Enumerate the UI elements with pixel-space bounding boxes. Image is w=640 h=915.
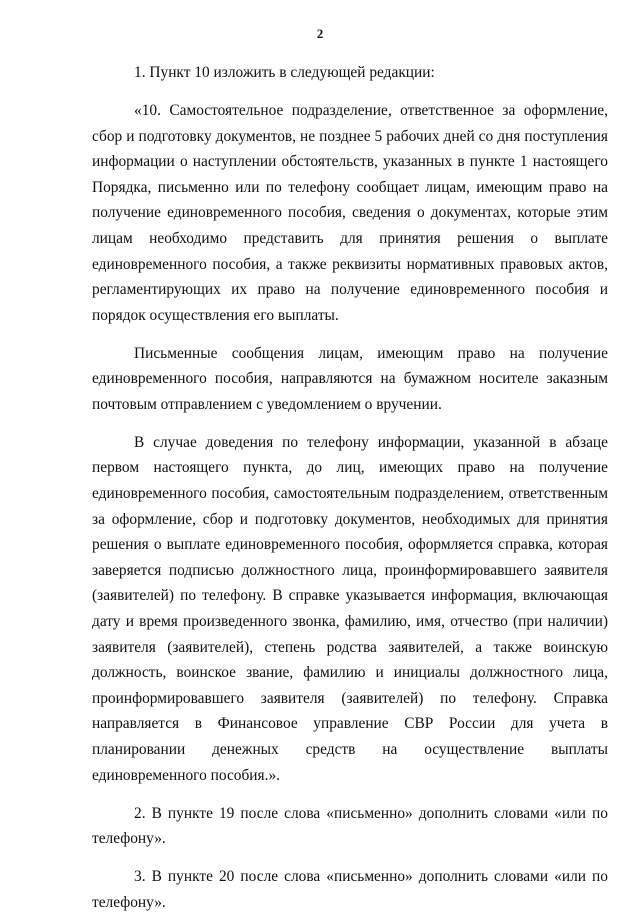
document-body <box>92 60 608 915</box>
paragraph-new-point-10: «10. Самостоятельное подразделение, ответственное за оформление, сбор и подготовку документов, не позднее 5 рабочих дней со дня поступления информации о наступлении обстоятельств, указанных в пункте 1 настоящего Порядка, письменно или по телефону сообщает лицам, имеющим право на получение единовременного пособия, сведения о документах, которые этим лицам необходимо представить для принятия решения о выплате единовременного пособия, а также реквизиты нормативных правовых актов, регламентирующих их право на получение единовременного пособия и порядок осуществления его выплаты. <box>92 101 608 324</box>
paragraph-item-1-intro: 1. Пункт 10 изложить в следующей редакции: <box>134 64 435 81</box>
paragraph-phone-notice-certificate: В случае доведения по телефону информации, указанной в абзаце первом настоящего пункта, до лиц, имеющих право на получение единовременного пособия, самостоятельным подразделением, ответственным за оформление, сбор и подготовку документов, необходимых для принятия решения о выплате единовременного пособия, оформляется справка, которая заверяется подписью должностного лица, проинформировавшего заявителя (заявителей) по телефону. В справке указывается информация, включающая дату и время произведенного звонка, фамилию, имя, отчество (при наличии) заявителя (заявителей), степень родства заявителей, а также воинскую должность, воинское звание, фамилию и инициалы должностного лица, проинформировавшего заявителя (заявителей) по телефону. Справка направляется в Финансовое управление СВР России для учета в планировании денежных средств на осуществление выплаты единовременного пособия.». <box>92 433 608 784</box>
paragraph-item-2: 2. В пункте 19 после слова «письменно» дополнить словами «или по телефону». <box>92 804 608 848</box>
paragraph-written-notices: Письменные сообщения лицам, имеющим право на получение единовременного пособия, направляются на бумажном носителе заказным почтовым отправлением с уведомлением о вручении. <box>92 344 608 413</box>
page-number: 2 <box>316 26 324 41</box>
paragraph-item-3: 3. В пункте 20 после слова «письменно» дополнить словами «или по телефону». <box>92 868 608 911</box>
